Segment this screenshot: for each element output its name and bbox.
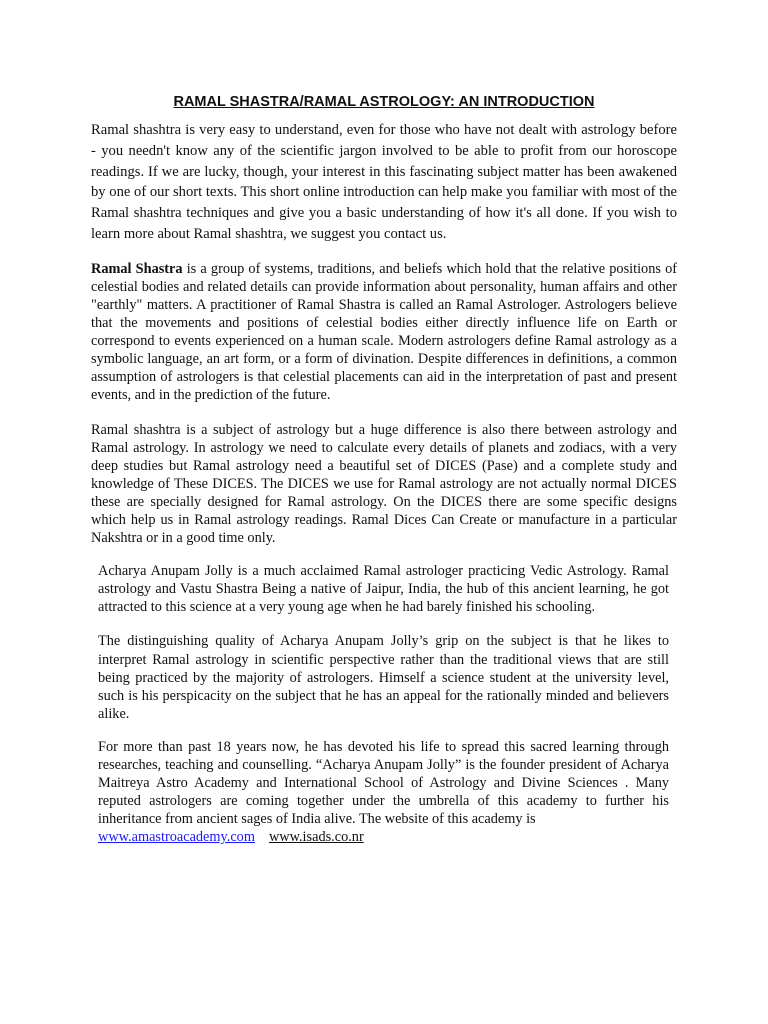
document-title: RAMAL SHASTRA/RAMAL ASTROLOGY: AN INTRODUCTION: [173, 94, 595, 110]
dices-paragraph: Ramal shashtra is a subject of astrology but a huge difference is also there between astrology and Ramal astrology. In astrology we need to calculate every details of planets and zodiacs, with a very deep studies but Ramal astrology need a beautiful set of DICES (Pase) and a complete study and knowledge of These DICES. The DICES we use for Ramal astrology are not actually normal DICES these are specially designed for Ramal astrology. On the DICES there are some specific designs which help us in Ramal astrology readings. Ramal Dices Can Create or manufacture in a particular Nakshtra or in a good time only.: [91, 421, 677, 547]
document-page: [91, 94, 677, 847]
links-line: [98, 828, 669, 846]
definition-paragraph: [91, 260, 677, 405]
bio-block-3: [98, 738, 669, 847]
bio-paragraph-1: Acharya Anupam Jolly is a much acclaimed Ramal astrologer practicing Vedic Astrology. Ramal astrology and Vastu Shastra Being a native of Jaipur, India, the hub of this ancient learning, he got attracted to this science at a very young age when he had barely finished his schooling.: [98, 563, 669, 616]
intro-paragraph: Ramal shashtra is very easy to understand, even for those who have not dealt with astrology before - you needn't know any of the scientific jargon involved to be able to profit from our horoscope readings. If we are lucky, though, your interest in this fascinating subject matter has been awakened by one of our short texts. This short online introduction can help make you familiar with most of the Ramal shashtra techniques and give you a basic understanding of how it's all done. If you wish to learn more about Ramal shashtra, we suggest you contact us.: [91, 122, 677, 242]
definition-text: is a group of systems, traditions, and beliefs which hold that the relative positions of celestial bodies and related details can provide information about personality, human affairs and other "earthly" matters. A practitioner of Ramal Shastra is called an Ramal Astrologer. Astrologers believe that the movements and positions of celestial bodies either directly influence life on Earth or correspond to events experienced on a human scale. Modern astrologers define Ramal astrology as a symbolic language, an art form, or a form of divination. Despite differences in definitions, a common assumption of astrologers is that celestial placements can aid in the interpretation of past and present events, and in the prediction of the future.: [91, 260, 677, 404]
bio-paragraph-3: For more than past 18 years now, he has devoted his life to spread this sacred learning through researches, teaching and counselling. “Acharya Anupam Jolly” is the founder president of Acharya Maitreya Astro Academy and International School of Astrology and Divine Sciences . Many reputed astrologers are coming together under the umbrella of this academy to further his inheritance from ancient sages of India alive. The website of this academy is: [98, 738, 669, 828]
definition-lead: Ramal Shastra: [91, 260, 183, 277]
isads-link[interactable]: www.isads.co.nr: [268, 829, 364, 846]
bio-paragraph-2: The distinguishing quality of Acharya Anupam Jolly’s grip on the subject is that he likes to interpret Ramal astrology in scientific perspective rather than the traditional views that are still being practiced by the majority of astrologers. Himself a science student at the university level, such is his perspicacity on the subject that he has an appeal for the rationally minded and believers alike.: [98, 633, 669, 722]
academy-link[interactable]: www.amastroacademy.com: [98, 829, 255, 846]
